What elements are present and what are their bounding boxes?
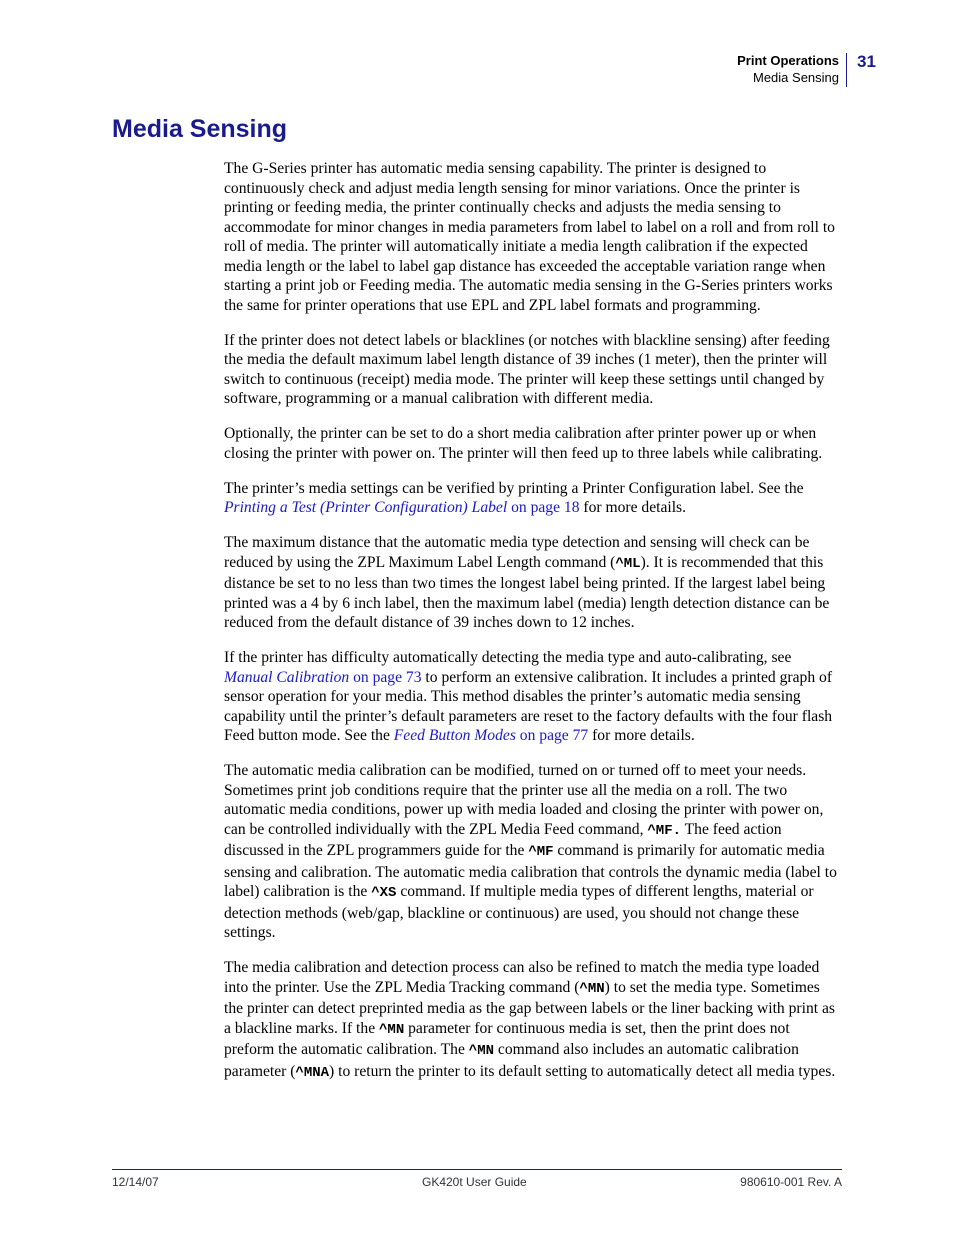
code-mf: ^MF. (647, 822, 681, 839)
text-run: to perform an extensive calibration. It includes a printed graph of sensor operation for your media. This method disables the printer’s automatic media sensing capability until the printer’s default parameters are reset to the factory defaults with the four flash Feed button mode. See the (224, 668, 833, 744)
code-mf: ^MF (528, 844, 554, 860)
text-run: If the printer has difficulty automatically detecting the media type and auto-calibrating, see (224, 649, 792, 666)
link-printing-test-label[interactable] (224, 499, 580, 516)
footer-divider (112, 1169, 842, 1170)
link-title: Manual Calibration (224, 668, 350, 686)
paragraph-3: Optionally, the printer can be set to do a short media calibration after printer power up or when closing the printer with power on. The printer will then feed up to three labels while calibrating. (224, 425, 823, 462)
code-xs: ^XS (371, 885, 397, 901)
code-mn: ^MN (468, 1043, 495, 1059)
text-run: The printer’s media settings can be verified by printing a Printer Configuration label. See the (224, 479, 804, 497)
paragraph-8 (224, 958, 842, 1083)
link-title: Printing a Test (Printer Configuration) Label (224, 499, 508, 516)
text-run: ) to set the media type. Sometimes the printer can detect preprinted media as the gap between labels or the liner backing with print as a blackline marks. If the (224, 978, 835, 1037)
code-mna: ^MNA (295, 1064, 330, 1081)
link-feed-button-modes[interactable] (394, 727, 588, 744)
text-run: The media calibration and detection process can also be refined to match the media type loaded into the printer. Use the ZPL Media Tracking command ( (224, 959, 820, 996)
text-run: for more details. (588, 727, 695, 744)
text-run: command. If multiple media types of different lengths, material or detection methods (web/gap, blackline or continuous) are used, you should not change these settings. (224, 883, 814, 941)
paragraph-4 (224, 479, 842, 518)
header-divider (846, 53, 847, 87)
text-run: command also includes an automatic calibration parameter ( (224, 1041, 799, 1080)
link-page: on page 73 (349, 668, 422, 686)
footer-doc-number: 980610-001 Rev. A (740, 1175, 842, 1189)
header-section: Media Sensing (753, 70, 839, 85)
paragraph-2: If the printer does not detect labels or blacklines (or notches with blackline sensing) after feeding the media the default maximum label length distance of 39 inches (1 meter), then the printer will switch to continuous (receipt) media mode. The printer will keep these settings until changed by software, programming or a manual calibration with different media. (224, 331, 830, 407)
paragraph-5 (224, 533, 842, 633)
header-chapter: Print Operations (737, 53, 839, 68)
body-text (224, 159, 842, 1099)
paragraph-7 (224, 761, 842, 943)
paragraph-1: The G-Series printer has automatic media sensing capability. The printer is designed to continuously check and adjust media length sensing for minor variations. Once the printer is printing or feeding media, the printer continually checks and adjusts the media sensing to accommodate for minor changes in media parameters from label to label on a roll and from roll to roll of media. The printer will automatically initiate a media length calibration if the expected media length or the label to label gap distance has exceeded the acceptable variation range when starting a print job or Feeding media. The automatic media sensing in the G-Series printers works the same for printer operations that use EPL and ZPL label formats and programming. (224, 160, 835, 314)
text-run: The feed action discussed in the ZPL programmers guide for the (224, 820, 782, 859)
code-mn: ^MN (579, 980, 605, 997)
footer-guide-title: GK420t User Guide (422, 1175, 527, 1189)
running-header (737, 52, 839, 86)
text-run: The automatic media calibration can be modified, turned on or turned off to meet your needs. Sometimes print job conditions require that the printer use all the media on a roll. The two automatic media conditions, power up with media loaded and closing the printer with power on, can be controlled individually with the ZPL Media Feed command, (224, 762, 824, 838)
link-page: on page 18 (507, 499, 580, 516)
text-run: ) to return the printer to its default setting to automatically detect all media types. (329, 1062, 836, 1080)
text-run: ). It is recommended that this distance be set to no less than two times the longest label being printed. If the largest label being printed was a 4 by 6 inch label, then the maximum label (media) length detection distance can be reduced from the default distance of 39 inches down to 12 inches. (224, 553, 830, 631)
link-page: on page 77 (515, 727, 589, 744)
text-run: command is primarily for automatic media sensing and calibration. The automatic media calibration that controls the dynamic media (label to label) calibration is the (224, 842, 837, 900)
page-title: Media Sensing (112, 115, 288, 143)
paragraph-6 (224, 648, 842, 746)
text-run: for more details. (579, 499, 687, 516)
code-ml: ^ML (615, 555, 641, 572)
text-run: parameter for continuous media is set, then the print does not preform the automatic calibration. The (224, 1019, 790, 1058)
code-mn: ^MN (379, 1021, 405, 1038)
link-manual-calibration[interactable] (224, 669, 422, 686)
footer-date: 12/14/07 (112, 1175, 159, 1189)
link-title: Feed Button Modes (393, 727, 516, 744)
text-run: The maximum distance that the automatic media type detection and sensing will check can be reduced by using the ZPL Maximum Label Length command ( (224, 534, 810, 571)
page-number: 31 (857, 52, 876, 71)
